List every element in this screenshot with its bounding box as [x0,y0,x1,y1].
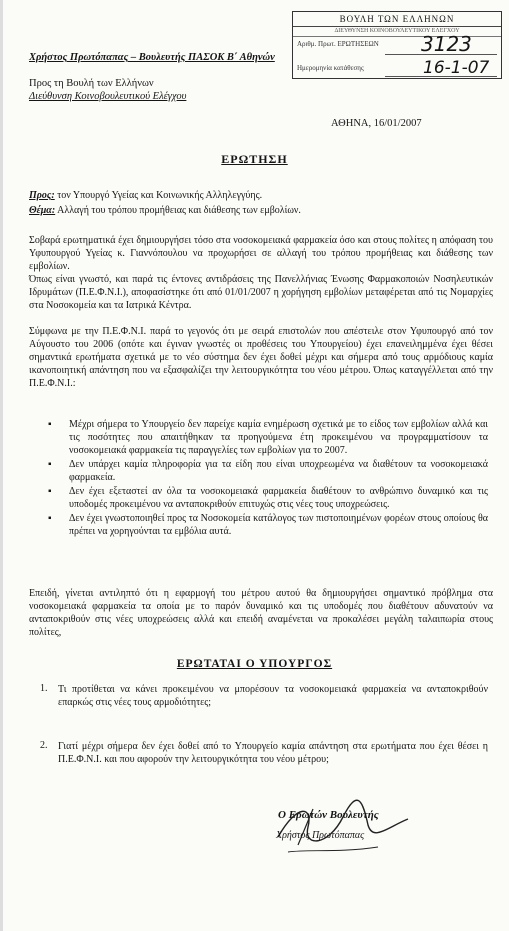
stamp-number: 3123 [421,32,472,56]
bullet-icon: ▪ [48,513,52,524]
author-line: Χρήστος Πρωτόπαπας – Βουλευτής ΠΑΣΟΚ Β΄ Αθηνών [29,52,275,63]
list-item-text: Δεν έχει εξεταστεί αν όλα τα νοσοκομειακά φαρμακεία διαθέτουν το ανθρώπινο δυναμικό και τις υποδομές προκειμένου να ανταποκριθούν επιτυχώς στις νέες τους υποχρεώσεις. [69,486,488,510]
document-title: ΕΡΩΤΗΣΗ [221,152,288,166]
question-text: Γιατί μέχρι σήμερα δεν έχει δοθεί από το Υπουργείο καμία απάντηση στα ερωτήματα που έχει θέσει η Π.Ε.Φ.Ν.Ι. και που αφορούν την λειτουργικότητα του νέου μέτρου; [58,741,488,765]
handwritten-signature [268,797,418,857]
page-edge [0,0,3,931]
stamp-divider [385,76,497,77]
stamp-date-label: Ημερομηνία κατάθεσης [297,64,364,72]
stamp-divider [385,54,497,55]
bullet-icon: ▪ [48,419,52,430]
list-item [48,512,488,538]
list-item [48,458,488,484]
list-item [48,485,488,511]
subject-text: Αλλαγή του τρόπου προμήθειας και διάθεσης των εμβολίων. [57,205,301,216]
list-item-text: Δεν έχει γνωστοποιηθεί προς τα Νοσοκομεία κατάλογος των πιστοποιημένων φορέων στους οποίους θα πρέπει να χορηγούνται τα εμβόλια αυτά. [69,513,488,537]
document-date: ΑΘΗΝΑ, 16/01/2007 [331,118,422,129]
list-item-text: Δεν υπάρχει καμία πληροφορία για τα είδη που είναι υποχρεωμένα να διαθέτουν τα νοσοκομειακά φαρμακεία. [69,459,488,483]
addressee-line [29,189,493,202]
addressee-label: Προς: [29,190,55,201]
signature-title: Ο Ερωτών Βουλευτής [278,809,379,821]
stamp-header: ΒΟΥΛΗ ΤΩΝ ΕΛΛΗΝΩΝ [293,12,501,27]
bullet-icon: ▪ [48,459,52,470]
subject-line [29,204,493,217]
question-number: 2. [40,740,48,751]
complaints-list [48,418,488,539]
parliament-stamp [292,11,502,79]
signature-name: Χρήστος Πρωτόπαπας [276,830,365,841]
question-text: Τι προτίθεται να κάνει προκειμένου να μπορέσουν τα νοσοκομειακά φαρμακεία να ανταποκριθούν επαρκώς στις νέες τους αρμοδιότητες; [58,684,488,708]
recipient-line-1: Προς τη Βουλή των Ελλήνων [29,78,154,89]
addressee-text: τον Υπουργό Υγείας και Κοινωνικής Αλληλεγγύης. [57,190,263,201]
list-item [48,418,488,457]
stamp-date: 16-1-07 [423,58,490,78]
closing-paragraph: Επειδή, γίνεται αντιληπτό ότι η εφαρμογή του μέτρου αυτού θα δημιουργήσει σημαντικό πρόβλημα στα νοσοκομειακά φαρμακεία τα οποία με το παρόν δυναμικό και τις υποδομές που διαθέτουν αδυνατούν να ανταποκριθούν στις νέες υποχρεώσεις αλλά και επειδή αναμένεται να προκαλέσει μεγάλη ταλαιπωρία στους πολίτες, [29,588,493,638]
stamp-subheader: ΔΙΕΥΘΥΝΣΗ ΚΟΙΝΟΒΟΥΛΕΥΤΙΚΟΥ ΕΛΕΓΧΟΥ [293,26,501,37]
body-paragraph: Σοβαρά ερωτηματικά έχει δημιουργήσει τόσο στα νοσοκομειακά φαρμακεία όσο και στους πολίτες η απόφαση του Υφυπουργού Υγείας κ. Γιαννόπουλου να προχωρήσει σε αλλαγή του τρόπου προμήθειας και διάθεσης των εμβολίων. [29,235,493,272]
body-paragraph: Όπως είναι γνωστό, και παρά τις έντονες αντιδράσεις της Πανελλήνιας Ένωσης Φαρμακοποιών Νοσηλευτικών Ιδρυμάτων (Π.Ε.Φ.Ν.Ι.), αποφασίστηκε ότι από 01/01/2007 η χορήγηση εμβολίων μεταφέρεται από τις Νομαρχίες στα Νοσοκομεία και τα Ιατρικά Κέντρα. [29,274,493,311]
recipient-line-2: Διεύθυνση Κοινοβουλευτικού Ελέγχου [29,91,187,102]
stamp-number-label: Αριθμ. Πρωτ. ΕΡΩΤΗΣΕΩΝ [297,40,379,48]
question-number: 1. [40,683,48,694]
subject-label: Θέμα: [29,205,56,216]
question-heading: ΕΡΩΤΑΤΑΙ Ο ΥΠΟΥΡΓΟΣ [176,658,333,670]
list-item-text: Μέχρι σήμερα το Υπουργείο δεν παρείχε καμία ενημέρωση σχετικά με το είδος των εμβολίων αλλά και τις ποσότητες που απαιτήθηκαν τα προηγούμενα έτη προκειμένου να προγραμματίσουν τα νοσοκομειακά φαρμακεία τις παραγγελίες των εμβολίων για το 2007. [69,419,488,456]
body-paragraph: Σύμφωνα με την Π.Ε.Φ.Ν.Ι. παρά το γεγονός ότι με σειρά επιστολών που απέστειλε στον Υφυπουργό από τον Αύγουστο του 2006 (οπότε και έγιναν γνωστές οι προθέσεις του Υπουργείου) έχει επανειλημμένα έχει θέσει σημαντικά ερωτήματα σχετικά με το νέο σύστημα δεν έχει δοθεί μέχρι και σήμερα από τους αρμόδιους καμία ικανοποιητική απάντηση που να εξασφαλίζει την λειτουργικότητα του νέου μέτρου. Όπως καταγγέλλεται από την Π.Ε.Φ.Ν.Ι.: [29,326,493,389]
bullet-icon: ▪ [48,486,52,497]
